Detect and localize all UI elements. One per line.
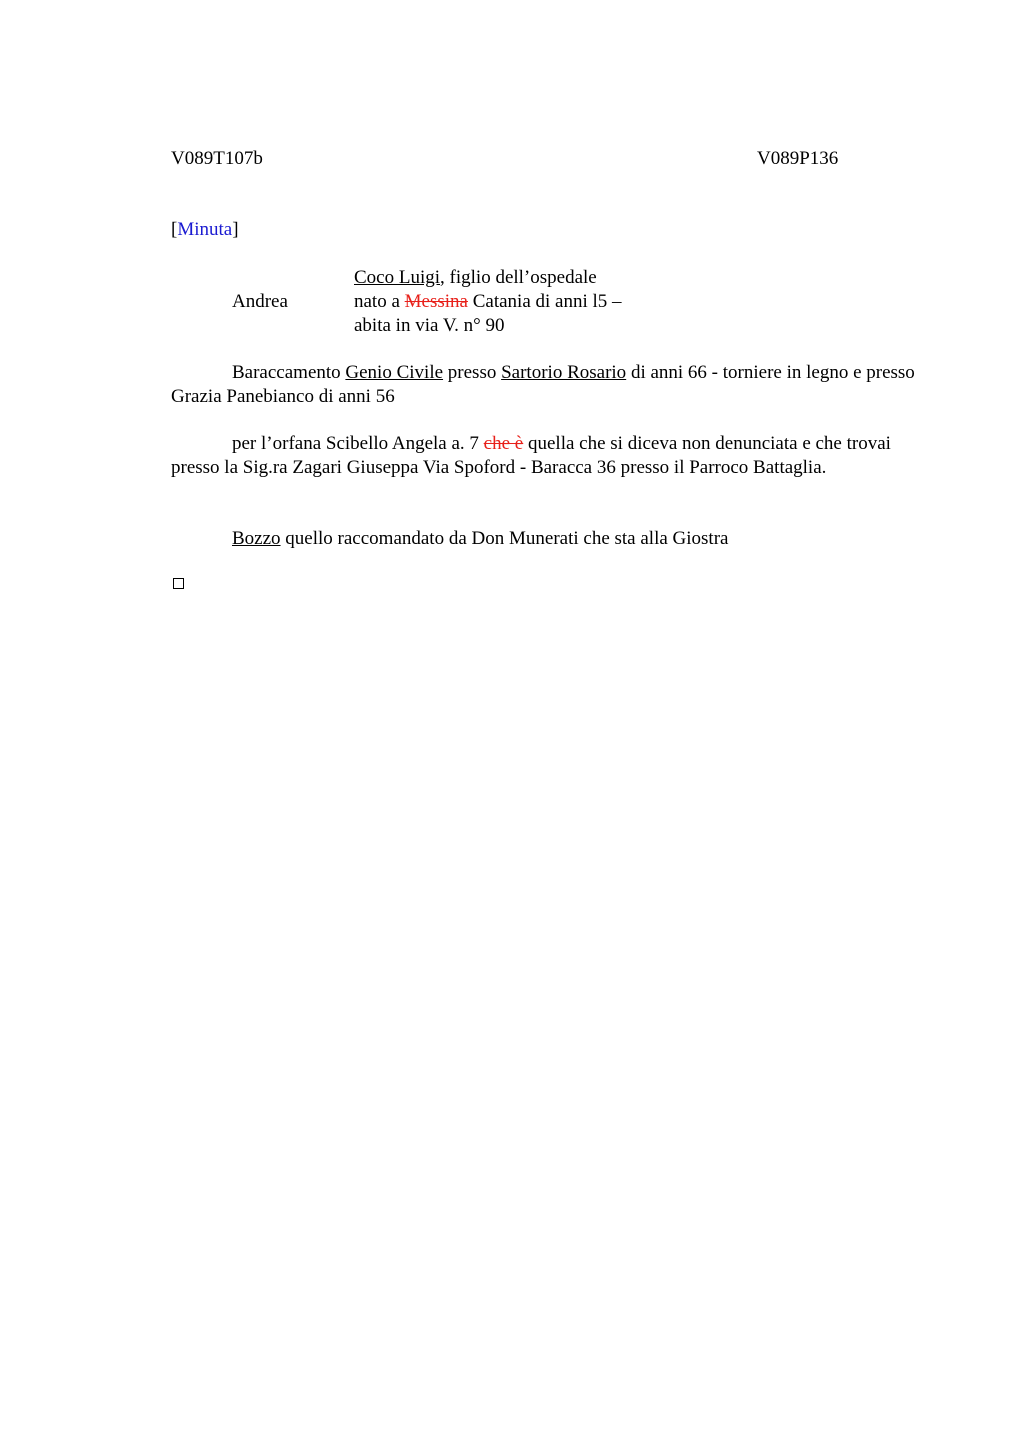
paragraph1-underlined-1: Genio Civile	[345, 362, 444, 383]
minuta-label: Minuta	[177, 219, 233, 240]
minuta-note	[171, 218, 239, 242]
entry-person-name: Coco Luigi	[354, 267, 441, 288]
paragraph3-underlined-1: Bozzo	[232, 528, 281, 549]
paragraph2-text-1: per l’orfana Scibello Angela a. 7	[232, 433, 484, 454]
bracket-open: [	[171, 219, 178, 240]
entry-line-3: abita in via V. n° 90	[354, 315, 505, 336]
entry-block	[354, 266, 674, 338]
margin-name: Andrea	[232, 291, 288, 312]
paragraph1-text-3: di anni 66 - torniere in legno e presso Grazia Panebianco di anni 56	[171, 362, 915, 407]
entry-line-1-rest: , figlio dell’ospedale	[440, 267, 597, 288]
document-code-right: V089P136	[757, 148, 839, 169]
paragraph-baraccamento	[171, 361, 931, 409]
checkbox-square-icon	[173, 578, 184, 589]
paragraph1-text-1: Baraccamento	[232, 362, 346, 383]
paragraph2-text-2: quella che si diceva non denunciata e che trovai presso la Sig.ra Zagari Giuseppa Via Spoford - Baracca 36 presso il Parroco Battaglia.	[171, 433, 891, 478]
paragraph3-text-1: quello raccomandato da Don Munerati che sta alla Giostra	[280, 528, 729, 549]
entry-line-2	[354, 290, 674, 314]
entry-line-2-rest: Catania di anni l5 –	[467, 291, 622, 312]
paragraph2-deleted-text: che è	[483, 433, 524, 454]
paragraph-bozzo	[171, 527, 931, 551]
entry-line-1	[354, 266, 674, 290]
entry-deleted-word: Messina	[404, 291, 468, 312]
paragraph-orfana	[171, 432, 931, 480]
bracket-close: ]	[232, 219, 239, 240]
paragraph1-underlined-2: Sartorio Rosario	[501, 362, 627, 383]
paragraph1-text-2: presso	[443, 362, 502, 383]
document-code-left: V089T107b	[171, 148, 263, 169]
entry-line-2-prefix: nato a	[354, 291, 405, 312]
